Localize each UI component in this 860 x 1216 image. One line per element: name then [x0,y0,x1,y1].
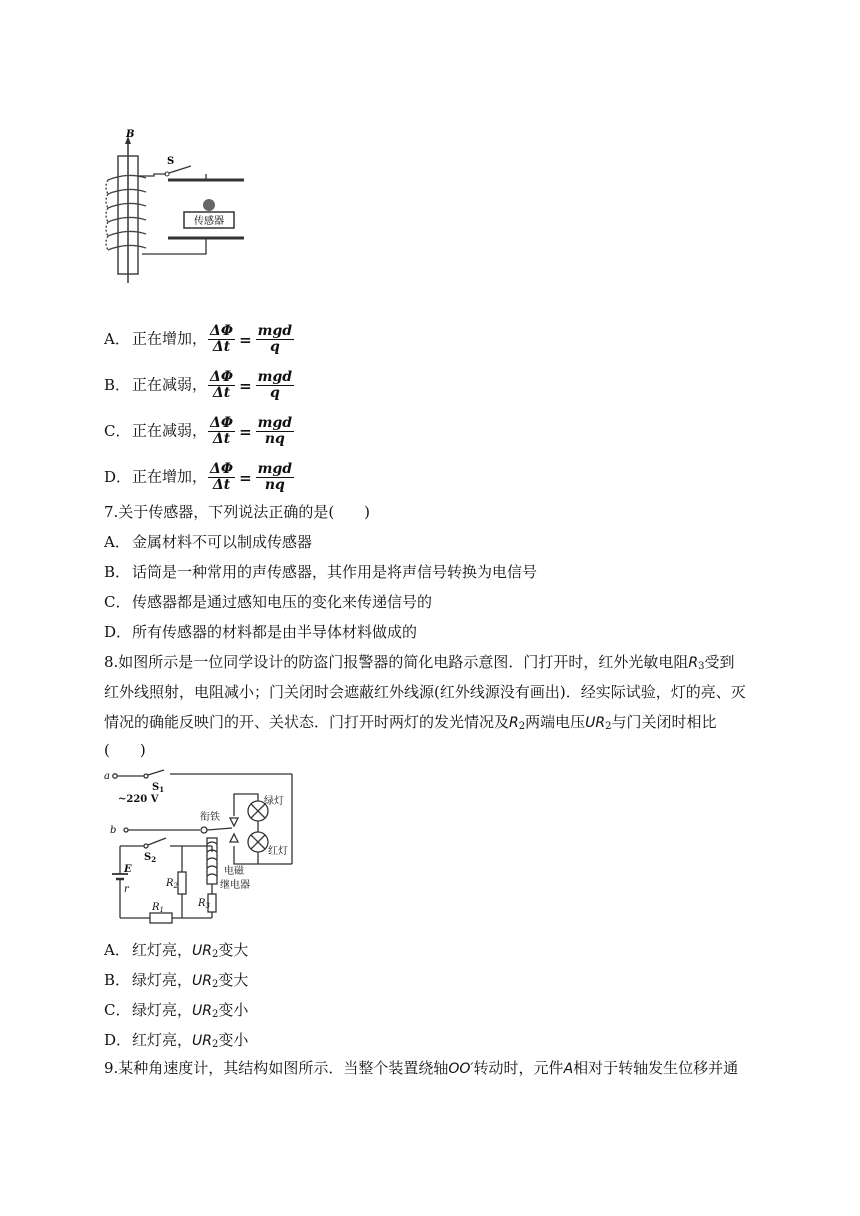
fraction-rhs: $\frac{\text{mgd}}{nq}$ [257,415,293,447]
fig6-label-b: B [126,129,135,140]
q8-circuit-figure [100,766,310,926]
fig6-label-s: S [167,156,175,167]
fig8-voltage-label: ~220 V [118,794,159,805]
fig8-label-r1: $R_1$ [152,902,164,914]
fraction-rhs: $\frac{\text{mgd}}{nq}$ [257,461,293,493]
q9-stem-line1: 9.某种角速度计，其结构如图所示．当整个装置绕轴OO′转动时，元件A相对于转轴发生位移并通 [104,1059,739,1077]
q8-stem-line4: ( ) [104,741,146,759]
fig8-green-lamp-label: 绿灯 [264,796,284,807]
q8-option-c: C． 绿灯亮，$UR_2$变小 [104,1001,249,1020]
q7-option-a: A． 金属材料不可以制成传感器 [104,533,313,551]
q6-option-b: B． 正在减弱， $\frac{\Delta\Phi}{\Delta t}$ = $\frac{\text{mgd}}{q}$ [104,369,293,401]
q8-stem-line1: 8.如图所示是一位同学设计的防盗门报警器的简化电路示意图．门打开时，红外光敏电阻$R_3$受到 [104,653,735,672]
fig8-label-e: E [124,864,132,875]
fig8-relay-label-1: 电磁 [224,866,244,877]
q7-stem: 7.关于传感器，下列说法正确的是( ) [104,503,371,521]
fig8-armature-label: 衔铁 [200,812,220,823]
fig8-label-s1: $S_1$ [152,782,165,794]
q7-option-d: D．所有传感器的材料都是由半导体材料做成的 [104,623,418,641]
coil-windings [106,175,146,250]
fig8-label-r2: $R_2$ [166,878,178,890]
fig8-label-r: r [124,884,129,895]
q8-stem-line3: 情况的确能反映门的开、关状态．门打开时两灯的发光情况及$R_2$两端电压$UR_2$与门关闭时相比 [104,713,717,732]
q8-stem-line2: 红外线照射，电阻减小；门关闭时会遮蔽红外线源(红外线源没有画出)．经实际试验，灯的亮、灭 [104,683,746,701]
fig8-label-s2: $S_2$ [144,852,157,864]
fraction-dphi-dt: $\frac{\Delta\Phi}{\Delta t}$ [210,323,234,355]
fraction-rhs: $\frac{\text{mgd}}{q}$ [257,323,293,355]
fig8-relay-label-2: 继电器 [220,880,250,891]
fig8-label-b: b [110,825,117,836]
q8-option-b: B． 绿灯亮，$UR_2$变大 [104,971,249,990]
q8-option-a: A． 红灯亮，$UR_2$变大 [104,941,249,960]
q7-option-c: C． 传感器都是通过感知电压的变化来传递信号的 [104,593,433,611]
q6-option-a: A． 正在增加， $\frac{\Delta\Phi}{\Delta t}$ = $\frac{\text{mgd}}{q}$ [104,323,293,355]
fraction-dphi-dt: $\frac{\Delta\Phi}{\Delta t}$ [210,415,234,447]
fig8-label-r3: $R_3$ [198,898,210,910]
fraction-dphi-dt: $\frac{\Delta\Phi}{\Delta t}$ [210,369,234,401]
q6-option-d: D．正在增加， $\frac{\Delta\Phi}{\Delta t}$ = $\frac{\text{mgd}}{nq}$ [104,461,293,493]
q6-solenoid-figure [96,128,256,288]
q6-option-c: C． 正在减弱， $\frac{\Delta\Phi}{\Delta t}$ = $\frac{\text{mgd}}{nq}$ [104,415,293,447]
fraction-rhs: $\frac{\text{mgd}}{q}$ [257,369,293,401]
q7-option-b: B． 话筒是一种常用的声传感器，其作用是将声信号转换为电信号 [104,563,538,581]
fraction-dphi-dt: $\frac{\Delta\Phi}{\Delta t}$ [210,461,234,493]
fig8-red-lamp-label: 红灯 [268,846,288,857]
fig8-label-a: a [104,771,110,782]
fig6-sensor-label: 传感器 [194,216,224,227]
q8-option-d: D．红灯亮，$UR_2$变小 [104,1031,249,1050]
